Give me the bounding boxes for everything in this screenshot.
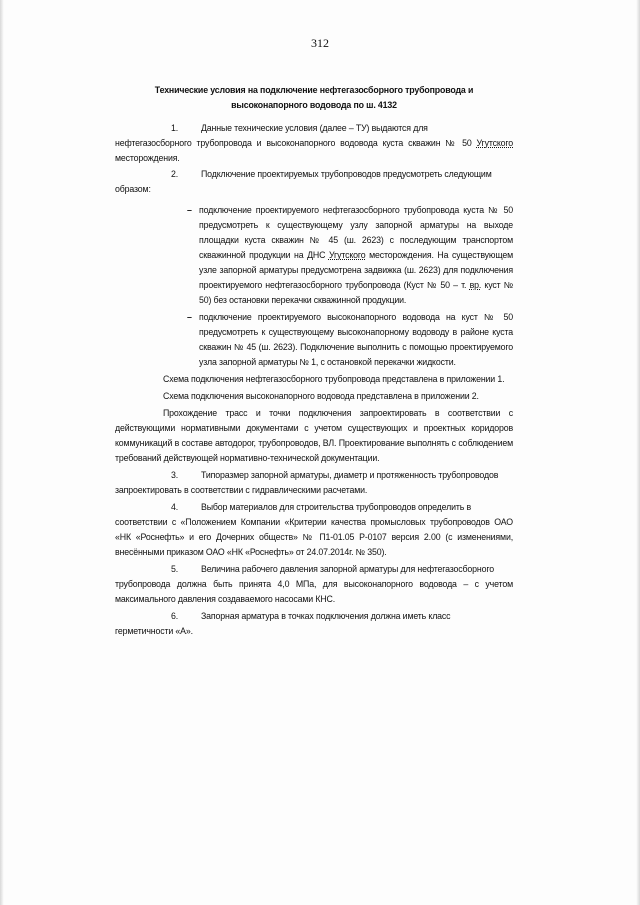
bullet-list [115,203,513,370]
bullet-1-text-2: месторождения. На существующем узле запорной арматуры предусмотрена задвижка (ш. 2623) для подключения проектируемого нефтегазосборного трубопровода (Куст № 50 – т. [199,250,513,290]
scan-edge-left [0,0,4,905]
item-3-continuation: запроектировать в соответствии с гидравлическими расчетами. [115,485,368,495]
item-1 [115,121,513,136]
bullet-item-1 [199,203,513,308]
scan-edge-right [636,0,640,905]
title-line-2: высоконапорного водовода по ш. 4132 [231,100,397,110]
item-6-continuation: герметичности «А». [115,626,193,636]
item-4-first-line: Выбор материалов для строительства трубопроводов определить в [201,502,471,512]
item-4-number: 4. [171,502,179,512]
item-5-number: 5. [171,564,179,574]
item-2-number: 2. [171,169,179,179]
item-4-continuation: соответствии с «Положением Компании «Критерии качества промысловых трубопроводов ОАО «НК «Роснефть» и его Дочерних обществ» № П1-01.05 Р-0107 версия 2.00 (с изменениями, внесёнными приказом ОАО «НК «Роснефть» от 24.07.2014г. № 350). [115,517,513,557]
item-6-first-line: Запорная арматура в точках подключения должна иметь класс [201,611,451,621]
item-2 [115,167,513,182]
paragraph-routes: Прохождение трасс и точки подключения запроектировать в соответствии с действующими нормативными документами с учетом существующих и проектных коридоров коммуникаций в составе автодорог, трубопроводов, ВЛ. Проектирование выполнять с соблюдением требований действующей нормативно-технической документации. [115,408,513,463]
item-5-continuation: трубопровода должна быть принята 4,0 МПа, для высоконапорного водовода – с учетом максимального давления создаваемого насосами КНС. [115,579,513,604]
item-3-first-line: Типоразмер запорной арматуры, диаметр и протяженность трубопроводов [201,470,499,480]
item-1-number: 1. [171,123,179,133]
bullet-1-text: подключение проектируемого нефтегазосборного трубопровода куста № 50 предусмотреть к существующему узлу запорной арматуры на выходе площадки куста скважин № 45 (ш. 2623) с последующим транспортом скважинной продукции на ДНС [199,205,513,260]
item-6 [115,609,513,624]
item-2-first-line: Подключение проектируемых трубопроводов предусмотреть следующим [201,169,492,179]
item-4 [115,500,513,515]
page-number: 312 [311,36,329,50]
bullet-1-text-3: куст № 50) без остановки перекачки скважинной продукции. [199,280,514,305]
item-5-first-line: Величина рабочего давления запорной арматуры для нефтегазосборного [201,564,494,574]
paragraph-scheme-2: Схема подключения высоконапорного водовода представлена в приложении 2. [163,391,479,401]
document-title [115,83,513,113]
bullet-1-abbr: вр. [469,280,482,290]
item-3 [115,468,513,483]
item-6-number: 6. [171,611,179,621]
document-body [115,83,513,639]
item-1-first-line: Данные технические условия (далее – ТУ) выдаются для [201,123,428,133]
item-1-tail: месторождения. [115,153,180,163]
item-5 [115,562,513,577]
item-1-place: Угутского [476,138,513,148]
item-1-text: нефтегазосборного трубопровода и высоконапорного водовода куста скважин № 50 [115,138,477,148]
item-1-continuation [115,136,513,166]
paragraph-scheme-1: Схема подключения нефтегазосборного трубопровода представлена в приложении 1. [163,374,505,384]
bullet-1-place: Угутского [328,250,366,260]
item-2-continuation: образом: [115,184,151,194]
bullet-item-2: – подключение проектируемого высоконапорного водовода на куст № 50 предусмотреть к существующему высоконапорному водоводу в районе куста скважин № 45 (ш. 2623). Подключение выполнить с помощью проектируемого узла запорной арматуры № 1, с остановкой перекачки жидкости. [199,310,513,370]
title-line-1: Технические условия на подключение нефтегазосборного трубопровода и [154,85,474,95]
item-3-number: 3. [171,470,179,480]
